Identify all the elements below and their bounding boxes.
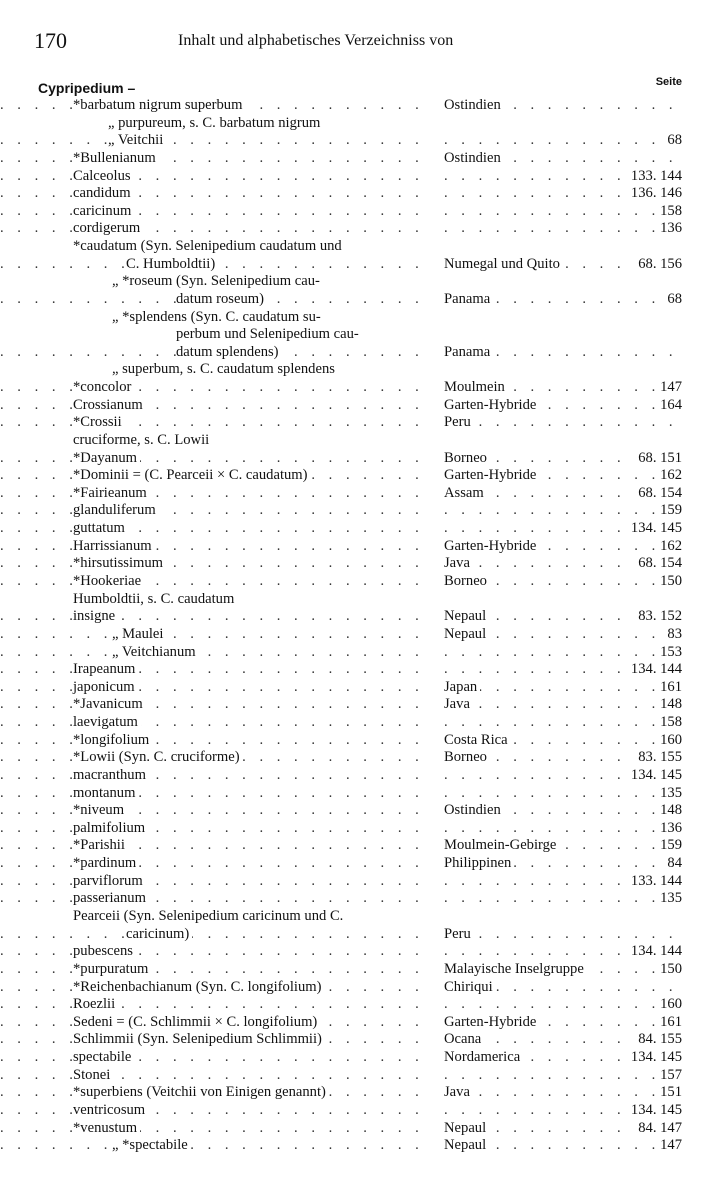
page-reference: 68. 154 [635, 485, 682, 503]
entry-location [444, 1084, 686, 1102]
species-name: „ Veitchii [108, 132, 166, 148]
dot-leader [0, 450, 430, 468]
page-reference: 158 [657, 714, 682, 732]
entry-name [0, 961, 440, 979]
species-name: Stonei [73, 1067, 113, 1083]
page-reference: 84 [664, 855, 682, 873]
dot-leader [0, 220, 430, 238]
entry-location [444, 467, 686, 485]
species-name: *Crossii [73, 414, 125, 430]
entry-name [0, 432, 440, 450]
location-name: Garten-Hybride [444, 467, 539, 483]
entry-name [0, 591, 440, 609]
entry-name [0, 644, 440, 662]
species-name: „ superbum, s. C. caudatum splendens [112, 361, 338, 377]
entry-name [0, 1102, 440, 1120]
entry-location [444, 926, 686, 944]
dot-leader [0, 996, 430, 1014]
dot-leader [0, 855, 430, 873]
dot-leader [0, 644, 430, 662]
location-name: Numegal und Quito [444, 256, 563, 272]
location-name: Peru [444, 926, 474, 942]
entry-location [444, 785, 686, 803]
page-reference: 134. 145 [628, 520, 682, 538]
dot-leader [0, 502, 430, 520]
location-name: Malayische Inselgruppe [444, 961, 587, 977]
entry-name [0, 150, 440, 168]
dot-leader [0, 626, 430, 644]
dot-leader [444, 890, 686, 908]
dot-leader [0, 555, 430, 573]
dot-leader [0, 714, 430, 732]
species-name: ventricosum [73, 1102, 148, 1118]
species-name: glanduliferum [73, 502, 159, 518]
entry-location [444, 679, 686, 697]
entry-location [444, 379, 686, 397]
location-name: Nepaul [444, 1120, 489, 1136]
entry-location [444, 414, 686, 432]
dot-leader [0, 573, 430, 591]
species-name: parviflorum [73, 873, 146, 889]
page-reference: 136 [657, 820, 682, 838]
entry-location [444, 132, 686, 150]
page-reference: 84. 147 [635, 1120, 682, 1138]
dot-leader [0, 132, 430, 150]
species-name: insigne [73, 608, 118, 624]
entry-name [0, 926, 440, 944]
entry-name [0, 1049, 440, 1067]
entry-location [444, 820, 686, 838]
entry-name [0, 344, 440, 362]
entry-name [0, 1067, 440, 1085]
page-reference: 68 [664, 132, 682, 150]
entry-name [0, 749, 440, 767]
dot-leader [0, 608, 430, 626]
dot-leader [0, 679, 430, 697]
entry-name [0, 679, 440, 697]
location-name: Garten-Hybride [444, 397, 539, 413]
dot-leader [0, 873, 430, 891]
entry-location [444, 97, 686, 115]
entry-name [0, 855, 440, 873]
entry-location [444, 696, 686, 714]
page-reference: 159 [657, 502, 682, 520]
entry-name [0, 714, 440, 732]
dot-leader [444, 820, 686, 838]
species-name: Calceolus [73, 168, 134, 184]
entry-name [0, 573, 440, 591]
page-reference: 150 [657, 573, 682, 591]
location-name: Nepaul [444, 626, 489, 642]
entry-name [0, 1014, 440, 1032]
dot-leader [444, 644, 686, 662]
dot-leader [0, 820, 430, 838]
entry-name [0, 555, 440, 573]
location-name: Borneo [444, 450, 490, 466]
entry-name [0, 502, 440, 520]
page-reference: 160 [657, 996, 682, 1014]
location-name: Moulmein-Gebirge [444, 837, 559, 853]
entry-name [0, 1137, 440, 1155]
dot-leader [444, 220, 686, 238]
location-name: Chiriqui [444, 979, 496, 995]
location-name: Japan [444, 679, 480, 695]
location-name: Nepaul [444, 1137, 489, 1153]
species-name: *Parishii [73, 837, 128, 853]
location-name: Nepaul [444, 608, 489, 624]
entry-name [0, 450, 440, 468]
species-name: „ *splendens (Syn. C. caudatum su- [112, 309, 324, 325]
page-reference: 134. 145 [628, 1102, 682, 1120]
entry-location [444, 1137, 686, 1155]
running-title: Inhalt und alphabetisches Verzeichniss von [178, 32, 454, 49]
entry-location [444, 397, 686, 415]
page-reference: 83. 152 [635, 608, 682, 626]
species-name: guttatum [73, 520, 128, 536]
location-name: Philippinen [444, 855, 514, 871]
dot-leader [0, 661, 430, 679]
page-reference: 162 [657, 467, 682, 485]
dot-leader [444, 679, 686, 697]
entry-location [444, 220, 686, 238]
species-name: *barbatum nigrum superbum [73, 97, 245, 113]
page-reference: 83 [664, 626, 682, 644]
page-reference: 164 [657, 397, 682, 415]
page-reference: 159 [657, 837, 682, 855]
dot-leader [0, 185, 430, 203]
page-reference: 133. 144 [628, 873, 682, 891]
species-name: datum splendens) [176, 344, 282, 360]
page-reference: 162 [657, 538, 682, 556]
location-name: Ostindien [444, 802, 504, 818]
entry-location [444, 714, 686, 732]
species-name: *Dayanum [73, 450, 140, 466]
species-name: „ Veitchianum [112, 644, 199, 660]
species-name: *Reichenbachianum (Syn. C. longifolium) [73, 979, 324, 995]
page-reference: 157 [657, 1067, 682, 1085]
species-name: *Fairieanum [73, 485, 150, 501]
entry-name [0, 873, 440, 891]
location-name: Nordamerica [444, 1049, 523, 1065]
page-reference: 134. 144 [628, 943, 682, 961]
page-reference: 68. 151 [635, 450, 682, 468]
page-reference: 135 [657, 890, 682, 908]
entry-name [0, 256, 440, 274]
entry-name [0, 414, 440, 432]
species-name: „ *spectabile [112, 1137, 191, 1153]
location-name: Ostindien [444, 150, 504, 166]
entry-name [0, 326, 440, 344]
species-name: datum roseum) [176, 291, 267, 307]
location-name: Java [444, 555, 473, 571]
page-reference: 147 [657, 1137, 682, 1155]
dot-leader [444, 696, 686, 714]
location-name: Ocana [444, 1031, 484, 1047]
species-name: montanum [73, 785, 138, 801]
species-name: *Javanicum [73, 696, 146, 712]
page-reference: 161 [657, 1014, 682, 1032]
entry-name [0, 785, 440, 803]
entry-location [444, 890, 686, 908]
entry-name [0, 943, 440, 961]
species-name: „ purpureum, s. C. barbatum nigrum [108, 115, 323, 131]
entry-name [0, 538, 440, 556]
species-name: japonicum [73, 679, 138, 695]
dot-leader [444, 785, 686, 803]
entry-location [444, 573, 686, 591]
dot-leader [0, 1137, 430, 1155]
dot-leader [0, 520, 430, 538]
page-reference: 153 [657, 644, 682, 662]
entry-location [444, 626, 686, 644]
location-name: Assam [444, 485, 487, 501]
entry-name [0, 1084, 440, 1102]
species-name: Crossianum [73, 397, 146, 413]
entry-location [444, 802, 686, 820]
dot-leader [0, 926, 430, 944]
dot-leader [0, 802, 430, 820]
entry-name [0, 908, 440, 926]
entry-name [0, 168, 440, 186]
dot-leader [0, 837, 430, 855]
entry-name [0, 696, 440, 714]
entry-name [0, 485, 440, 503]
location-name: Borneo [444, 749, 490, 765]
entry-name [0, 890, 440, 908]
entry-name [0, 97, 440, 115]
species-name: Irapeanum [73, 661, 138, 677]
page-reference: 68. 156 [635, 256, 682, 274]
species-name: „ Maulei [112, 626, 166, 642]
entry-location [444, 1014, 686, 1032]
dot-leader [0, 1102, 430, 1120]
species-name: Pearceii (Syn. Selenipedium caricinum und C. [73, 908, 346, 924]
entry-location [444, 538, 686, 556]
entry-name [0, 132, 440, 150]
entry-name [0, 1120, 440, 1138]
species-name: *caudatum (Syn. Selenipedium caudatum und [73, 238, 345, 254]
genus-heading: Cypripedium – [38, 80, 136, 96]
page-reference: 161 [657, 679, 682, 697]
page-reference: 83. 155 [635, 749, 682, 767]
dot-leader [0, 168, 430, 186]
location-name: Panama [444, 291, 493, 307]
entry-name [0, 1031, 440, 1049]
species-name: laevigatum [73, 714, 141, 730]
entry-name [0, 608, 440, 626]
page-reference: 148 [657, 696, 682, 714]
dot-leader [0, 890, 430, 908]
dot-leader [0, 414, 430, 432]
page-reference: 147 [657, 379, 682, 397]
species-name: *niveum [73, 802, 127, 818]
dot-leader [0, 485, 430, 503]
species-name: palmifolium [73, 820, 148, 836]
page-reference: 133. 144 [628, 168, 682, 186]
species-name: Humboldtii, s. C. caudatum [73, 591, 237, 607]
dot-leader [444, 203, 686, 221]
dot-leader [0, 732, 430, 750]
entry-name [0, 309, 440, 327]
location-name: Garten-Hybride [444, 1014, 539, 1030]
species-name: *venustum [73, 1120, 140, 1136]
dot-leader [0, 785, 430, 803]
page-reference: 68. 154 [635, 555, 682, 573]
entry-location [444, 291, 686, 309]
location-name: Moulmein [444, 379, 508, 395]
location-name: Borneo [444, 573, 490, 589]
dot-leader [444, 132, 686, 150]
entry-name [0, 220, 440, 238]
species-name: *Hookeriae [73, 573, 144, 589]
entry-location [444, 732, 686, 750]
entry-name [0, 837, 440, 855]
entry-name [0, 203, 440, 221]
species-name: „ *roseum (Syn. Selenipedium cau- [112, 273, 323, 289]
entry-name [0, 115, 440, 133]
dot-leader [444, 926, 686, 944]
entry-name [0, 238, 440, 256]
dot-leader [0, 961, 430, 979]
species-name: *superbiens (Veitchii von Einigen genannt) [73, 1084, 329, 1100]
page-reference: 134. 144 [628, 661, 682, 679]
dot-leader [0, 538, 430, 556]
species-name: *concolor [73, 379, 134, 395]
species-name: perbum und Selenipedium cau- [176, 326, 362, 342]
location-name: Peru [444, 414, 474, 430]
entry-name [0, 802, 440, 820]
page-reference: 68 [664, 291, 682, 309]
entry-name [0, 520, 440, 538]
entry-name [0, 626, 440, 644]
page-reference: 134. 145 [628, 767, 682, 785]
species-name: pubescens [73, 943, 136, 959]
entry-name [0, 732, 440, 750]
entry-name [0, 291, 440, 309]
entry-name [0, 467, 440, 485]
location-name: Java [444, 1084, 473, 1100]
page-reference: 151 [657, 1084, 682, 1102]
species-name: Harrissianum [73, 538, 155, 554]
dot-leader [0, 150, 430, 168]
entry-name [0, 767, 440, 785]
species-name: cruciforme, s. C. Lowii [73, 432, 212, 448]
entry-location [444, 344, 686, 362]
page-reference: 134. 145 [628, 1049, 682, 1067]
entry-location [444, 203, 686, 221]
entry-name [0, 273, 440, 291]
dot-leader [444, 414, 686, 432]
dot-leader [0, 943, 430, 961]
species-name: spectabile [73, 1049, 134, 1065]
dot-leader [0, 203, 430, 221]
location-name: Panama [444, 344, 493, 360]
page-reference: 84. 155 [635, 1031, 682, 1049]
dot-leader [444, 714, 686, 732]
entry-name [0, 820, 440, 838]
species-name: Roezlii [73, 996, 118, 1012]
entry-location [444, 837, 686, 855]
species-name: caricinum) [126, 926, 192, 942]
entry-name [0, 397, 440, 415]
entry-name [0, 185, 440, 203]
dot-leader [0, 1120, 430, 1138]
species-name: cordigerum [73, 220, 143, 236]
dot-leader [0, 696, 430, 714]
dot-leader [0, 379, 430, 397]
entry-name [0, 979, 440, 997]
species-name: *hirsutissimum [73, 555, 166, 571]
dot-leader [444, 1084, 686, 1102]
dot-leader [0, 1049, 430, 1067]
species-name: *longifolium [73, 732, 152, 748]
page-reference: 136 [657, 220, 682, 238]
entry-name [0, 379, 440, 397]
species-name: Sedeni = (C. Schlimmii × C. longifolium) [73, 1014, 320, 1030]
location-name: Garten-Hybride [444, 538, 539, 554]
page-number: 170 [34, 28, 67, 53]
species-name: *Dominii = (C. Pearceii × C. caudatum) [73, 467, 311, 483]
column-header-seite: Seite [655, 76, 682, 88]
species-name: *purpuratum [73, 961, 151, 977]
species-name: *Bullenianum [73, 150, 159, 166]
species-name: *Lowii (Syn. C. cruciforme) [73, 749, 243, 765]
dot-leader [444, 1067, 686, 1085]
location-name: Ostindien [444, 97, 504, 113]
entry-location [444, 961, 686, 979]
entry-location [444, 855, 686, 873]
species-name: caricinum [73, 203, 134, 219]
page-reference: 158 [657, 203, 682, 221]
dot-leader [0, 767, 430, 785]
page-reference: 136. 146 [628, 185, 682, 203]
entry-name [0, 361, 440, 379]
page-reference: 148 [657, 802, 682, 820]
location-name: Java [444, 696, 473, 712]
species-name: passerianum [73, 890, 149, 906]
entry-name [0, 661, 440, 679]
species-name: macranthum [73, 767, 149, 783]
location-name: Costa Rica [444, 732, 511, 748]
species-name: C. Humboldtii) [126, 256, 218, 272]
entry-location [444, 996, 686, 1014]
species-name: *pardinum [73, 855, 139, 871]
dot-leader [444, 502, 686, 520]
entry-location [444, 644, 686, 662]
dot-leader [444, 996, 686, 1014]
dot-leader [0, 1067, 430, 1085]
entry-location [444, 150, 686, 168]
entry-name [0, 996, 440, 1014]
species-name: Schlimmii (Syn. Selenipedium Schlimmii) [73, 1031, 325, 1047]
entry-location [444, 1067, 686, 1085]
entry-location [444, 979, 686, 997]
dot-leader [0, 397, 430, 415]
page-reference: 160 [657, 732, 682, 750]
entry-location [444, 502, 686, 520]
species-name: candidum [73, 185, 134, 201]
page-reference: 135 [657, 785, 682, 803]
page-reference: 150 [657, 961, 682, 979]
